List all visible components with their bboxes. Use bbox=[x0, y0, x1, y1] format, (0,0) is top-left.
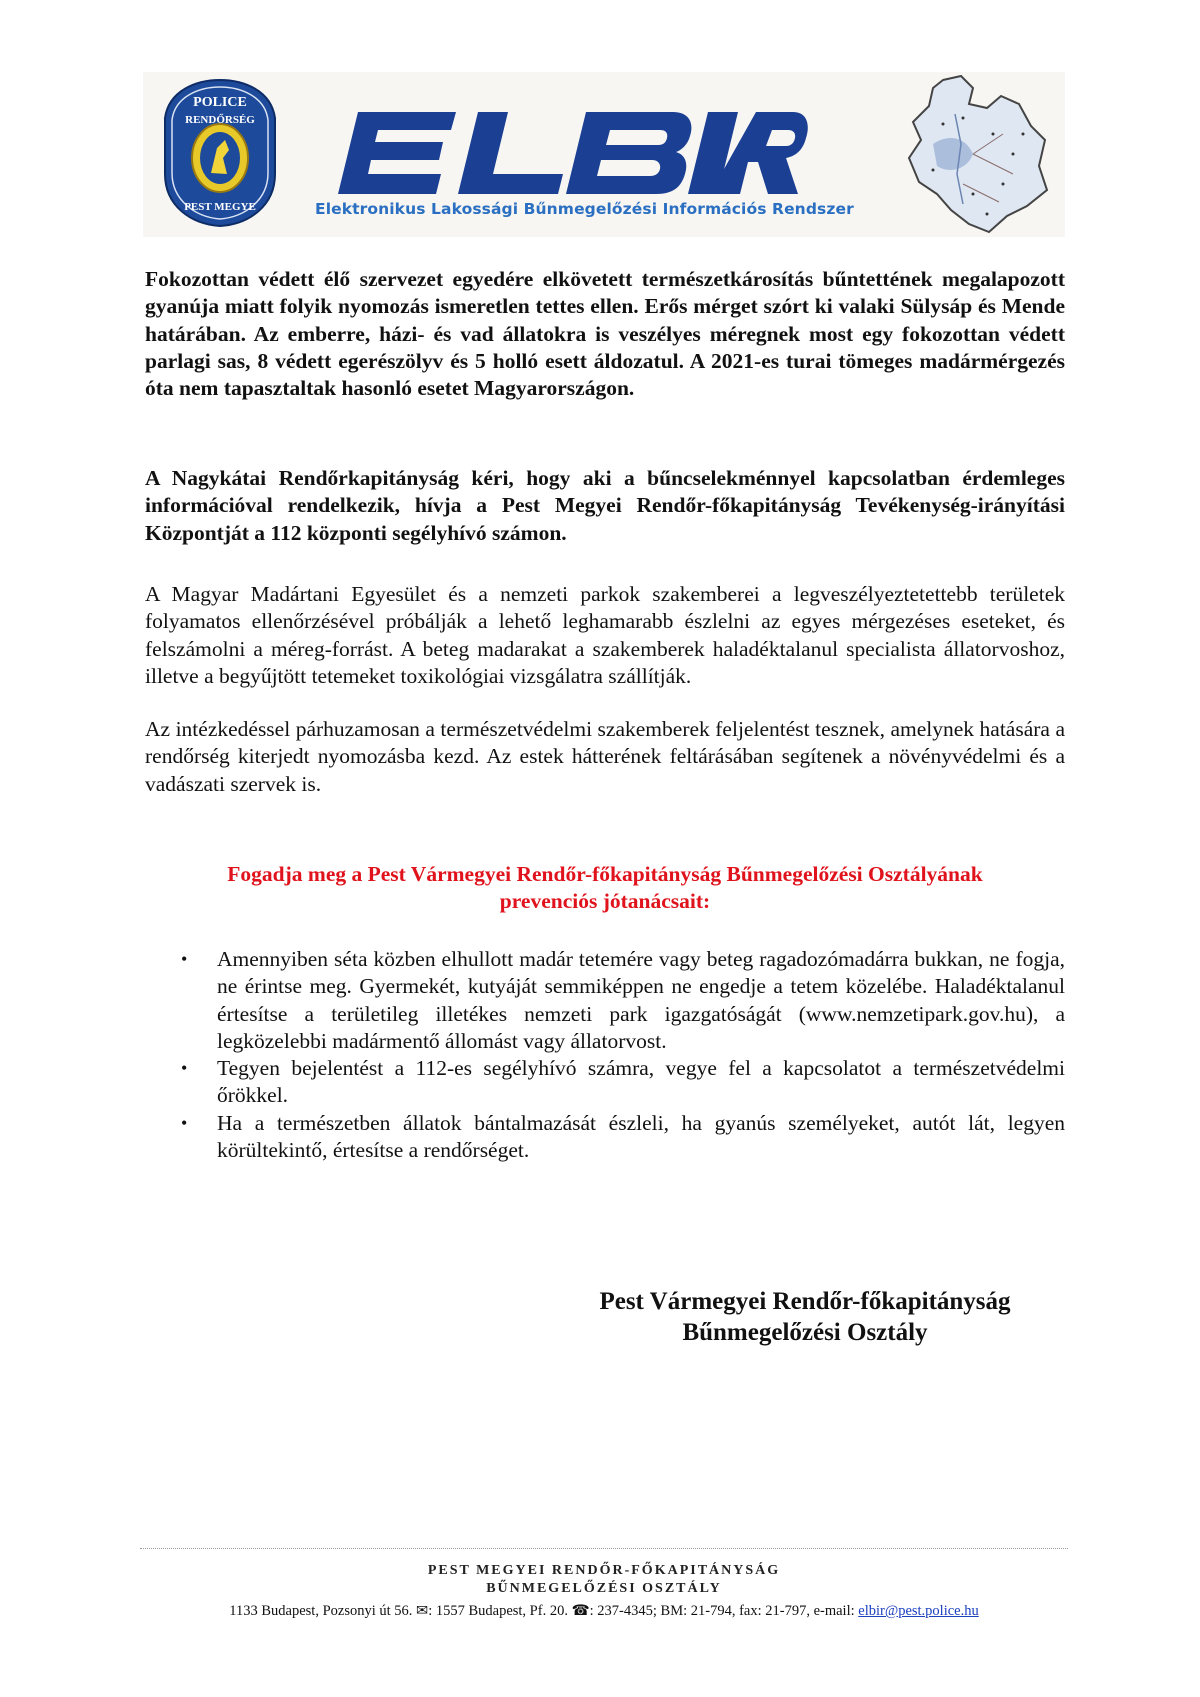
tip-text: Amennyiben séta közben elhullott madár tetemére vagy beteg ragadozómadárra bukkan, ne fogja, ne érintse meg. Gyermekét, kutyáját semmiképpen ne engedje a tetem közelébe. Haladéktalanul értesítse a területileg illetékes nemzeti park igazgatóságát (www.nemzetipark.gov.hu), a legközelebbi madármentő állomást vagy állatorvost. bbox=[217, 947, 1065, 1053]
paragraph-incident: Fokozottan védett élő szervezet egyedére elkövetett természetkárosítás bűntettének megalapozott gyanúja miatt folyik nyomozás ismeretlen tettes ellen. Erős mérget szórt ki valaki Sülysáp és Mende határában. Az emberre, házi- és vad állatokra is veszélyes méregnek most egy fokozottan védett parlagi sas, 8 védett egerészölyv és 5 holló esett áldozatul. A 2021-es turai tömeges madármérgezés óta nem tapasztaltak hasonló esetet Magyarországon. bbox=[145, 267, 1065, 401]
email-link[interactable]: elbir@pest.police.hu bbox=[858, 1603, 979, 1619]
footer-phone: : 237-4345; BM: 21-794, fax: 21-797, e-mail: bbox=[589, 1603, 855, 1619]
paragraph-investigation: Az intézkedéssel párhuzamosan a természetvédelmi szakemberek feljelentést tesznek, amelynek hatására a rendőrség kiterjedt nyomozásba kezd. Az estek hátterének feltárásában segítenek a növényvédelmi és a vadászati szervek is. bbox=[145, 717, 1065, 796]
footer-org-line-1: PEST MEGYEI RENDŐR-FŐKAPITÁNYSÁG bbox=[427, 1563, 781, 1578]
police-badge-icon bbox=[161, 78, 279, 228]
bullet-icon: • bbox=[181, 1112, 188, 1133]
list-item bbox=[145, 1055, 1065, 1110]
list-item bbox=[145, 946, 1065, 1055]
pest-county-map-icon bbox=[903, 74, 1051, 234]
footer-organization bbox=[140, 1562, 1068, 1598]
list-item bbox=[145, 1110, 1065, 1165]
paragraph-appeal: A Nagykátai Rendőrkapitányság kéri, hogy aki a bűncselekménnyel kapcsolatban érdemleges információval rendelkezik, hívja a Pest Megyei Rendőr-főkapitányság Tevékenység-irányítási Központját a 112 központi segélyhívó számon. bbox=[145, 466, 1065, 545]
svg-text:POLICE: POLICE bbox=[193, 95, 247, 110]
footer-address: 1133 Budapest, Pozsonyi út 56. bbox=[229, 1603, 413, 1619]
prevention-title-line-1: Fogadja meg a Pest Vármegyei Rendőr-főkapitányság Bűnmegelőzési Osztályának bbox=[227, 862, 983, 886]
paragraph-experts: A Magyar Madártani Egyesület és a nemzeti parkok szakemberei a legveszélyeztetettebb területek folyamatos ellenőrzésével próbálják a lehető leghamarabb észlelni az egyes mérgezéses eseteket, és felszámolni a méreg-forrást. A beteg madarakat a szakemberek haladéktalanul specialista állatorvoshoz, illetve a begyűjtött tetemeket toxikológiai vizsgálatra szállítják. bbox=[145, 582, 1065, 688]
footer-divider bbox=[140, 1548, 1068, 1549]
tip-text: Ha a természetben állatok bántalmazását észleli, ha gyanús személyeket, autót lát, legyen körültekintő, értesítse a rendőrséget. bbox=[217, 1110, 1065, 1163]
prevention-tips-list bbox=[145, 946, 1065, 1164]
header-banner bbox=[143, 72, 1065, 237]
signature-line-1: Pest Vármegyei Rendőr-főkapitányság bbox=[599, 1288, 1011, 1315]
logo-subtitle: Elektronikus Lakossági Bűnmegelőzési Információs Rendszer bbox=[315, 200, 854, 218]
signature-line-2: Bűnmegelőzési Osztály bbox=[682, 1319, 928, 1346]
prevention-title bbox=[145, 861, 1065, 916]
svg-text:PEST MEGYE: PEST MEGYE bbox=[184, 201, 256, 213]
prevention-title-line-2: prevenciós jótanácsait: bbox=[499, 889, 711, 914]
elbir-logo bbox=[338, 112, 808, 202]
footer-contact bbox=[140, 1603, 1068, 1620]
svg-text:RENDŐRSÉG: RENDŐRSÉG bbox=[185, 114, 255, 126]
bullet-icon: • bbox=[181, 949, 188, 969]
phone-icon: ☎ bbox=[571, 1603, 590, 1619]
signature-block bbox=[560, 1286, 1050, 1348]
footer-postal: : 1557 Budapest, Pf. 20. bbox=[428, 1603, 568, 1619]
tip-text: Tegyen bejelentést a 112-es segélyhívó számra, vegye fel a kapcsolatot a természetvédelmi őrökkel. bbox=[217, 1056, 1065, 1108]
bullet-icon: • bbox=[181, 1058, 188, 1079]
footer-org-line-2: BŰNMEGELŐZÉSI OSZTÁLY bbox=[486, 1581, 722, 1596]
mail-icon: ✉ bbox=[416, 1603, 429, 1619]
